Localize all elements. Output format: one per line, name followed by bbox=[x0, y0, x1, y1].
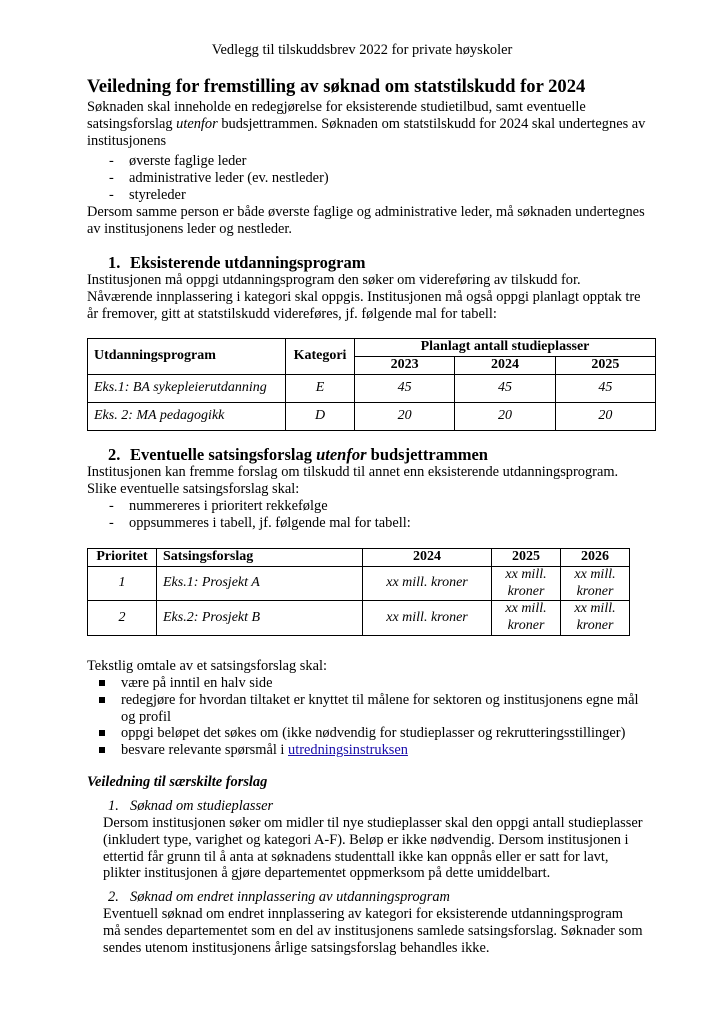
list-item: - nummereres i prioritert rekkefølge bbox=[87, 498, 411, 515]
value-cell: 20 bbox=[455, 402, 555, 430]
table-row bbox=[88, 566, 630, 601]
value-cell: 45 bbox=[555, 374, 655, 402]
intro-text-b: budsjettrammen. Søknaden om statstilskudd for 2024 skal undertegnes av institusjonens bbox=[87, 115, 646, 149]
table-row bbox=[88, 374, 656, 402]
intro-paragraph bbox=[87, 99, 647, 149]
value-cell: 20 bbox=[355, 402, 455, 430]
year-header: 2026 bbox=[561, 549, 630, 567]
signer-item: - administrative leder (ev. nestleder) bbox=[87, 170, 329, 187]
section2-title-a: Eventuelle satsingsforslag bbox=[130, 445, 317, 464]
year-header: 2024 bbox=[363, 549, 492, 567]
section1-heading bbox=[108, 253, 365, 273]
list-item: oppgi beløpet det søkes om (ikke nødvendig for studieplasser og rekrutteringsstillinger) bbox=[87, 725, 647, 742]
value-cell: 45 bbox=[355, 374, 455, 402]
program-table bbox=[87, 338, 656, 431]
proposal-cell: Eks.2: Prosjekt B bbox=[157, 601, 363, 636]
special-sub1-number: 1. bbox=[108, 798, 119, 814]
amount-cell: xx mill. kroner bbox=[561, 566, 630, 601]
category-cell: D bbox=[286, 402, 355, 430]
col-category-header: Kategori bbox=[286, 339, 355, 375]
col-proposal-header: Satsingsforslag bbox=[157, 549, 363, 567]
signer-item: - styreleder bbox=[87, 187, 329, 204]
intro-text-em: utenfor bbox=[176, 115, 218, 132]
year-header: 2024 bbox=[455, 356, 555, 374]
year-header: 2025 bbox=[492, 549, 561, 567]
textual-lead: Tekstlig omtale av et satsingsforslag skal: bbox=[87, 658, 327, 674]
section2-title-b: budsjettrammen bbox=[366, 445, 488, 464]
priority-cell: 2 bbox=[88, 601, 157, 636]
special-sub2-text: Eventuell søknad om endret innplassering av kategori for eksisterende utdanningsprogram må sendes departementet som en del av institusjonens samlede satsingsforslag. Søknader som sendes utenom institusjonens årlige satsingsforslag behandles ikke. bbox=[103, 906, 643, 956]
col-program-header: Utdanningsprogram bbox=[88, 339, 286, 375]
signer-item: - øverste faglige leder bbox=[87, 153, 329, 170]
program-cell: Eks. 2: MA pedagogikk bbox=[88, 402, 286, 430]
col-group-header: Planlagt antall studieplasser bbox=[355, 339, 656, 357]
section2-list bbox=[87, 498, 411, 532]
section2-title-em: utenfor bbox=[316, 445, 367, 464]
special-sub1 bbox=[108, 798, 668, 815]
special-sub1-title: Søknad om studieplasser bbox=[130, 798, 274, 814]
year-header: 2023 bbox=[355, 356, 455, 374]
proposal-cell: Eks.1: Prosjekt A bbox=[157, 566, 363, 601]
signer-list bbox=[87, 153, 329, 203]
table-row bbox=[88, 402, 656, 430]
year-header: 2025 bbox=[555, 356, 655, 374]
value-cell: 20 bbox=[555, 402, 655, 430]
utredningsinstruksen-link[interactable]: utredningsinstruksen bbox=[288, 742, 408, 759]
table-row bbox=[88, 601, 630, 636]
amount-cell: xx mill. kroner bbox=[363, 601, 492, 636]
category-cell: E bbox=[286, 374, 355, 402]
page-header: Vedlegg til tilskuddsbrev 2022 for private høyskoler bbox=[211, 42, 513, 58]
amount-cell: xx mill. kroner bbox=[492, 566, 561, 601]
special-sub2-number: 2. bbox=[108, 889, 119, 905]
section2-number: 2. bbox=[108, 445, 121, 464]
list-item: redegjøre for hvordan tiltaket er knyttet til målene for sektoren og institusjonens egne mål og profil bbox=[87, 692, 647, 726]
col-priority-header: Prioritet bbox=[88, 549, 157, 567]
special-sub1-text: Dersom institusjonen søker om midler til nye studieplasser skal den oppgi antall studieplasser (inkludert type, varighet og kategori A-F). Beløp er ikke nødvendig. Dersom institusjonen i ettertid får grunn til å anta at søknadens studenttall ikke kan oppnås eller er satt for lavt, plikter institusjonen å gjøre departementet oppmerksom på dette umiddelbart. bbox=[103, 815, 643, 882]
section1-text: Institusjonen må oppgi utdanningsprogram den søker om videreføring av tilskudd for. Nåværende innplassering i kategori skal oppgis. Institusjonen må også oppgi planlagt opptak tre år fremover, gitt at statstilskudd videreføres, jf. følgende mal for tabell: bbox=[87, 272, 641, 322]
amount-cell: xx mill. kroner bbox=[492, 601, 561, 636]
section1-number: 1. bbox=[108, 253, 121, 272]
section2-heading bbox=[108, 445, 488, 465]
proposal-table bbox=[87, 548, 630, 636]
value-cell: 45 bbox=[455, 374, 555, 402]
list-item: være på inntil en halv side bbox=[87, 675, 647, 692]
special-sub2-title: Søknad om endret innplassering av utdanningsprogram bbox=[130, 889, 450, 905]
section2-text: Institusjonen kan fremme forslag om tilskudd til annet enn eksisterende utdanningsprogram. Slike eventuelle satsingsforslag skal: bbox=[87, 464, 619, 497]
amount-cell: xx mill. kroner bbox=[561, 601, 630, 636]
amount-cell: xx mill. kroner bbox=[363, 566, 492, 601]
section1-title: Eksisterende utdanningsprogram bbox=[130, 253, 366, 272]
list-item: - oppsummeres i tabell, jf. følgende mal for tabell: bbox=[87, 515, 411, 532]
textual-list bbox=[87, 675, 647, 759]
intro-paragraph-2: Dersom samme person er både øverste faglige og administrative leder, må søknaden undertegnes av institusjonens leder og nestleder. bbox=[87, 204, 645, 237]
priority-cell: 1 bbox=[88, 566, 157, 601]
special-heading: Veiledning til særskilte forslag bbox=[87, 774, 268, 790]
intro-text-a: Søknaden skal inneholde en redegjørelse for eksisterende studietilbud, samt eventuelle satsingsforslag bbox=[87, 99, 586, 132]
program-cell: Eks.1: BA sykepleierutdanning bbox=[88, 374, 286, 402]
document-title: Veiledning for fremstilling av søknad om statstilskudd for 2024 bbox=[87, 76, 586, 97]
list-item-text: besvare relevante spørsmål i bbox=[121, 742, 289, 759]
list-item bbox=[87, 742, 647, 759]
special-sub2 bbox=[108, 889, 668, 906]
